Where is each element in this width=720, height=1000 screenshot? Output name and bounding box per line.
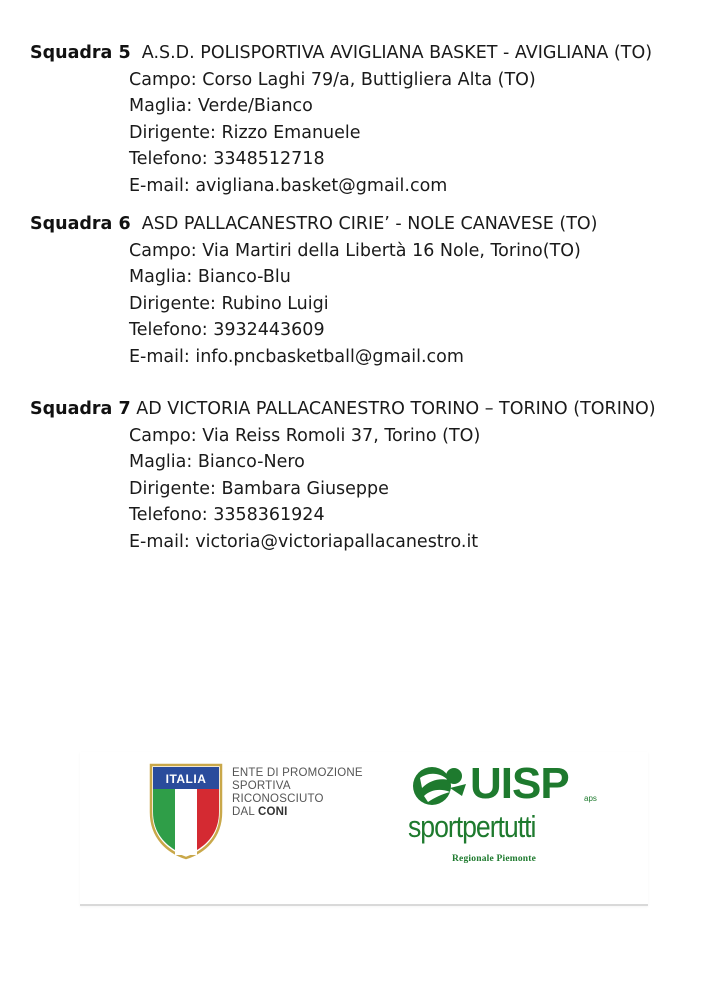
uisp-emblem-icon	[410, 762, 468, 808]
uisp-wordmark: UISP	[470, 759, 569, 808]
shield-text: ITALIA	[165, 772, 207, 786]
team-label: Squadra 7	[30, 399, 131, 419]
team-block-5	[30, 40, 652, 199]
team-telefono: Telefono: 3932443609	[129, 320, 325, 340]
uisp-aps: aps	[584, 794, 597, 803]
team-label: Squadra 6	[30, 214, 131, 234]
team-telefono: Telefono: 3358361924	[129, 505, 325, 525]
team-name: AD VICTORIA PALLACANESTRO TORINO – TORINO (TORINO)	[136, 399, 656, 419]
coni-line: RICONOSCIUTO	[232, 793, 324, 805]
team-header	[30, 211, 598, 238]
team-maglia: Maglia: Verde/Bianco	[129, 96, 313, 116]
team-header	[30, 396, 656, 423]
uisp-region: Regionale Piemonte	[452, 854, 537, 864]
team-maglia: Maglia: Bianco-Blu	[129, 267, 291, 287]
team-block-7	[30, 396, 656, 555]
team-campo: Campo: Corso Laghi 79/a, Buttigliera Alta (TO)	[129, 69, 536, 90]
team-campo: Campo: Via Martiri della Libertà 16 Nole, Torino(TO)	[129, 240, 581, 261]
team-email: E-mail: info.pncbasketball@gmail.com	[129, 346, 464, 367]
italia-shield-logo	[148, 762, 224, 860]
team-dirigente: Dirigente: Bambara Giuseppe	[129, 478, 389, 499]
team-name: A.S.D. POLISPORTIVA AVIGLIANA BASKET - AVIGLIANA (TO)	[141, 43, 653, 63]
coni-line	[232, 806, 363, 819]
team-maglia: Maglia: Bianco-Nero	[129, 452, 305, 472]
team-email: E-mail: avigliana.basket@gmail.com	[129, 175, 448, 196]
uisp-tagline: sportpertutti	[408, 809, 536, 844]
team-block-6	[30, 211, 598, 370]
team-name: ASD PALLACANESTRO CIRIE’ - NOLE CANAVESE (TO)	[141, 214, 598, 234]
coni-prefix: DAL	[232, 806, 258, 818]
uisp-logo	[408, 758, 604, 868]
footer-logos	[80, 752, 648, 906]
coni-strong: CONI	[257, 806, 288, 818]
team-header	[30, 40, 652, 67]
coni-line: SPORTIVA	[232, 780, 291, 792]
team-telefono: Telefono: 3348512718	[129, 149, 325, 169]
team-dirigente: Dirigente: Rizzo Emanuele	[129, 122, 361, 143]
team-email: E-mail: victoria@victoriapallacanestro.it	[129, 531, 479, 552]
team-label: Squadra 5	[30, 43, 131, 63]
team-dirigente: Dirigente: Rubino Luigi	[129, 293, 329, 314]
coni-recognition-text	[232, 767, 363, 819]
coni-line: ENTE DI PROMOZIONE	[232, 767, 363, 779]
team-campo: Campo: Via Reiss Romoli 37, Torino (TO)	[129, 425, 481, 446]
